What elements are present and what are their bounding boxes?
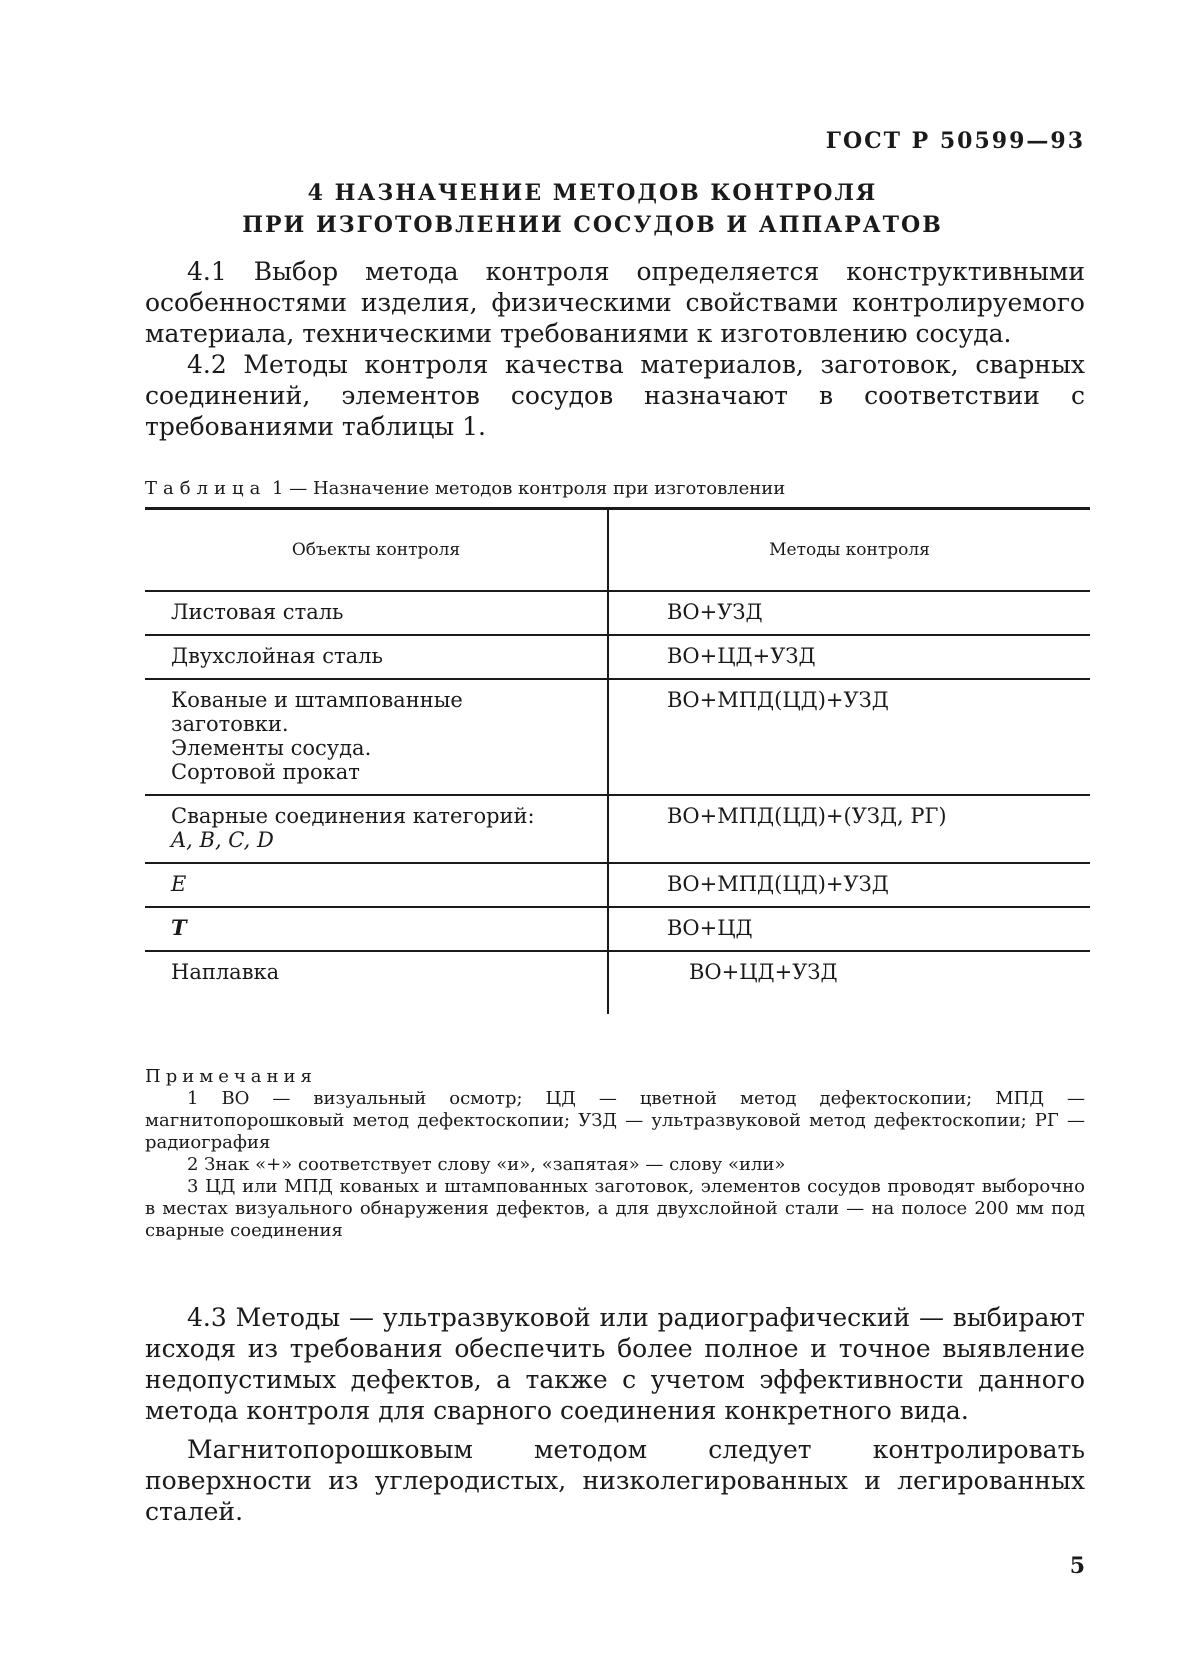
row-object: Листовая сталь	[145, 591, 608, 635]
table-row	[145, 863, 1090, 907]
row-object-categories: A, B, C, D	[171, 828, 274, 852]
row-object: Двухслойная сталь	[145, 635, 608, 679]
row-method: ВО+ЦД	[608, 907, 1090, 951]
row-object: Наплавка	[145, 951, 608, 1014]
table-row	[145, 795, 1090, 863]
paragraph-4-2: 4.2 Методы контроля качества материалов, заготовок, сварных соединений, элементов сосудов назначают в соответствии с требованиями таблицы 1.	[145, 350, 1085, 441]
table-row	[145, 907, 1090, 951]
row-method: ВО+ЦД+УЗД	[608, 635, 1090, 679]
table-row	[145, 591, 1090, 635]
table-caption	[145, 478, 785, 499]
table-caption-text: 1 — Назначение методов контроля при изготовлении	[272, 478, 786, 499]
notes-heading: Примечания	[145, 1066, 317, 1087]
document-code: ГОСТ Р 50599—93	[825, 128, 1085, 154]
row-object: E	[145, 863, 608, 907]
row-method: ВО+УЗД	[608, 591, 1090, 635]
section-title-line2: ПРИ ИЗГОТОВЛЕНИИ СОСУДОВ И АППАРАТОВ	[242, 212, 943, 238]
row-object: Кованые и штампованные заготовки. Элементы сосуда. Сортовой прокат	[145, 679, 608, 795]
table-header-row	[145, 509, 1090, 592]
row-object	[145, 795, 608, 863]
row-method: ВО+МПД(ЦД)+УЗД	[608, 679, 1090, 795]
row-method: ВО+МПД(ЦД)+УЗД	[608, 863, 1090, 907]
control-methods-table	[145, 507, 1090, 1014]
paragraph-4-1: 4.1 Выбор метода контроля определяется конструктивными особенностями изделия, физическими свойствами контролируемого материала, техническими требованиями к изготовлению сосуда.	[145, 257, 1085, 348]
note-3: 3 ЦД или МПД кованых и штампованных заготовок, элементов сосудов проводят выборочно в местах визуального обнаружения дефектов, а для двухслойной стали — на полосе 200 мм под сварные соединения	[145, 1176, 1085, 1241]
row-object: T	[145, 907, 608, 951]
row-method: ВО+МПД(ЦД)+(УЗД, РГ)	[608, 795, 1090, 863]
section-title-line1: 4 НАЗНАЧЕНИЕ МЕТОДОВ КОНТРОЛЯ	[307, 180, 878, 206]
table-row	[145, 635, 1090, 679]
intro-paragraphs	[145, 256, 1085, 442]
column-header-objects: Объекты контроля	[145, 509, 608, 592]
table-caption-label: Таблица	[145, 478, 267, 499]
outro-paragraphs	[145, 1302, 1085, 1527]
note-1: 1 ВО — визуальный осмотр; ЦД — цветной метод дефектоскопии; МПД — магнитопорошковый метод дефектоскопии; УЗД — ультразвуковой метод дефектоскопии; РГ — радиография	[145, 1088, 1085, 1153]
paragraph-magnetic: Магнитопорошковым методом следует контролировать поверхности из углеродистых, низколегированных и легированных сталей.	[145, 1435, 1085, 1526]
page-number: 5	[1069, 1553, 1085, 1579]
table-row	[145, 679, 1090, 795]
notes-block	[145, 1066, 1085, 1242]
paragraph-4-3: 4.3 Методы — ультразвуковой или радиографический — выбирают исходя из требования обеспечить более полное и точное выявление недопустимых дефектов, а также с учетом эффективности данного метода контроля для сварного соединения конкретного вида.	[145, 1303, 1085, 1425]
note-2: 2 Знак «+» соответствует слову «и», «запятая» — слову «или»	[187, 1154, 786, 1175]
row-object-text: Сварные соединения категорий:	[171, 804, 535, 828]
row-method: ВО+ЦД+УЗД	[689, 960, 838, 984]
table-row	[145, 951, 1090, 1014]
column-header-methods: Методы контроля	[608, 509, 1090, 592]
